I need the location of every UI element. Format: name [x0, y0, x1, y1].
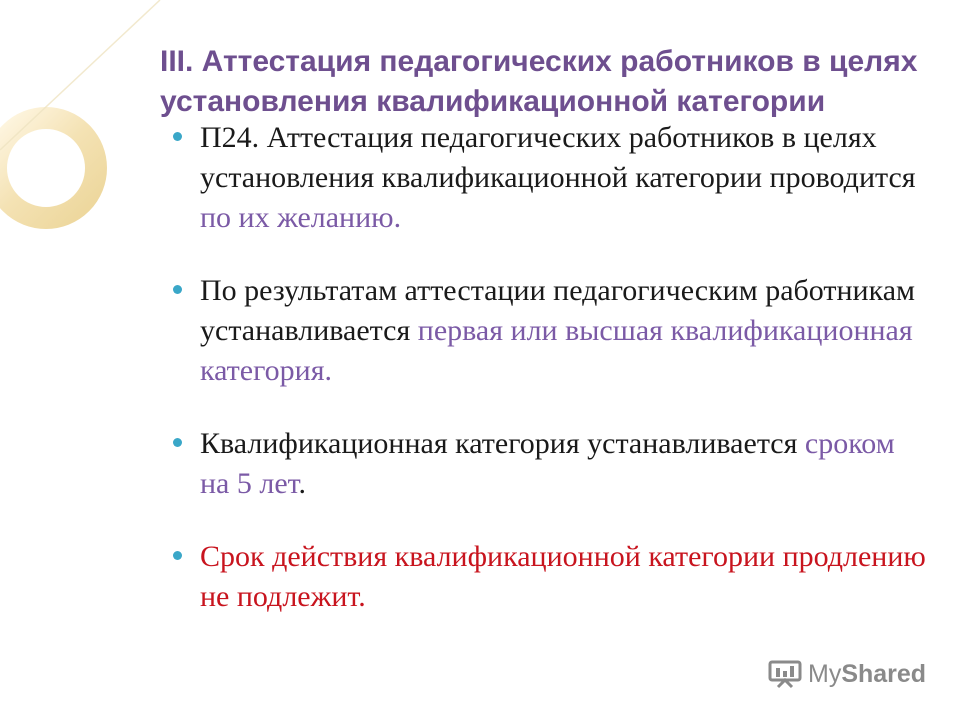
- bullet-item-1: [160, 118, 930, 238]
- watermark-text: MyShared: [808, 659, 927, 688]
- slide-title: III. Аттестация педагогических работников в целях установления квалификационной категории: [160, 45, 918, 118]
- highlighted-text: по их желанию: [200, 201, 394, 234]
- bullet-text: П24. Аттестация педагогических работников в целях установления квалификационной категории проводится: [200, 121, 916, 194]
- alert-text: Срок действия квалификационной категории продлению не подлежит.: [200, 540, 926, 613]
- bullet-dot-icon: [173, 285, 182, 294]
- bullet-item-2: [160, 271, 930, 391]
- bullet-dot-icon: [173, 132, 182, 141]
- highlighted-text: сроком на 5 лет: [200, 427, 895, 500]
- bullet-text: По результатам аттестации педагогическим работникам устанавливается: [200, 274, 916, 347]
- myshared-watermark: [768, 656, 926, 692]
- bullet-text: Квалификационная категория устанавливается: [200, 427, 805, 460]
- highlighted-text: первая или высшая квалификационная категория.: [200, 314, 913, 387]
- bullet-item-3: [160, 424, 930, 504]
- bullet-dot-icon: [173, 551, 182, 560]
- bullet-tail: .: [298, 467, 307, 500]
- bullet-tail: .: [393, 201, 402, 234]
- presentation-board-icon: [768, 659, 802, 689]
- bullet-item-4: [160, 537, 930, 617]
- bullet-list: [160, 118, 930, 650]
- bullet-dot-icon: [173, 438, 182, 447]
